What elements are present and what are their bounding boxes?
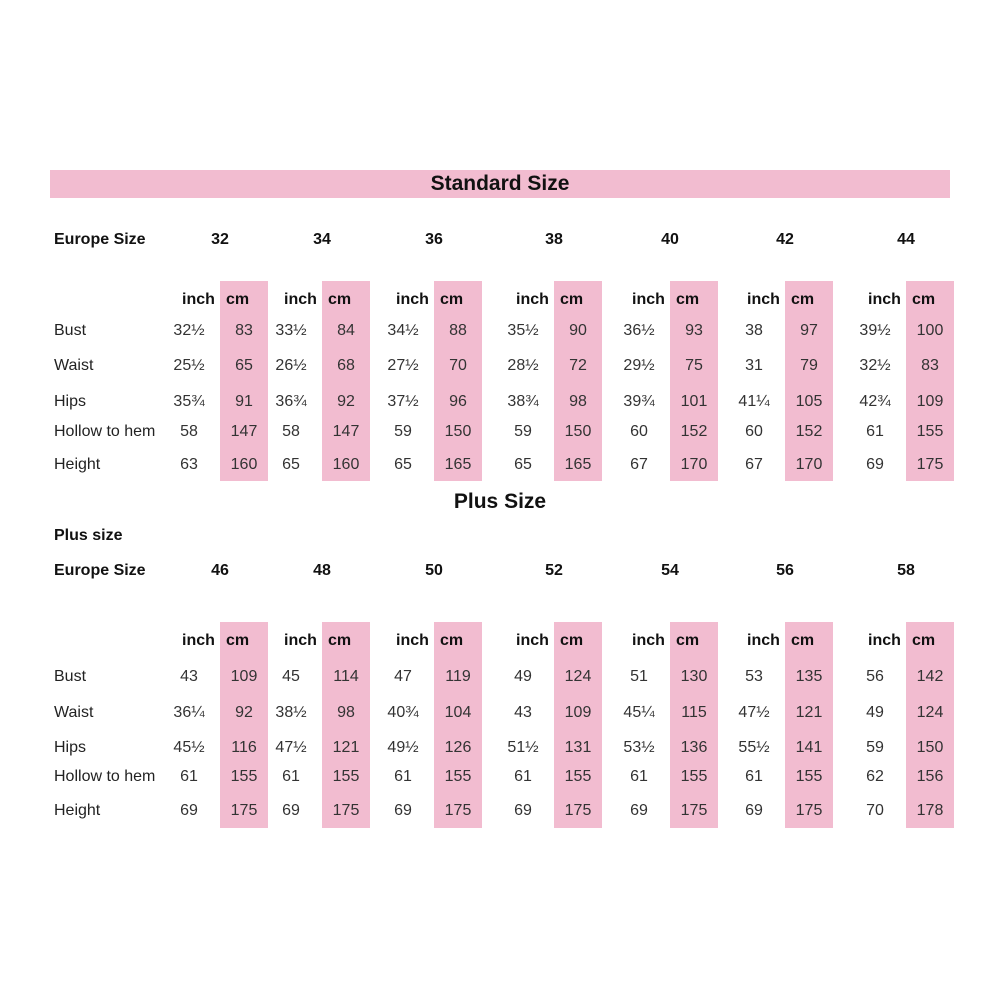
- inch-value: 38: [745, 322, 763, 339]
- unit-header-cm: cm: [791, 291, 815, 308]
- inch-value: 65: [394, 456, 412, 473]
- cm-value: 75: [685, 357, 703, 374]
- unit-header-cm: cm: [226, 291, 250, 308]
- inch-value: 37½: [387, 393, 419, 410]
- cm-value: 147: [230, 423, 258, 440]
- inch-value: 43: [180, 668, 198, 685]
- cm-value: 70: [449, 357, 467, 374]
- inch-value: 42¾: [859, 393, 891, 410]
- cm-value: 142: [916, 668, 944, 685]
- cm-value: 150: [564, 423, 592, 440]
- cm-value: 97: [800, 322, 818, 339]
- inch-value: 61: [394, 768, 412, 785]
- cm-value: 147: [332, 423, 360, 440]
- measurement-label: Height: [54, 456, 101, 473]
- inch-value: 59: [394, 423, 412, 440]
- cm-value: 156: [916, 768, 944, 785]
- measurement-label: Hollow to hem: [54, 768, 156, 785]
- inch-value: 34½: [387, 322, 419, 339]
- cm-value: 131: [564, 739, 592, 756]
- cm-column-highlight: [670, 622, 718, 828]
- cm-value: 101: [680, 393, 708, 410]
- cm-value: 68: [337, 357, 355, 374]
- inch-value: 62: [866, 768, 884, 785]
- cm-column-highlight: [554, 281, 602, 481]
- inch-value: 63: [180, 456, 198, 473]
- cm-value: 175: [230, 802, 258, 819]
- inch-value: 32½: [859, 357, 891, 374]
- europe-size-value: 46: [211, 562, 229, 579]
- europe-size-value: 52: [545, 562, 563, 579]
- cm-value: 155: [916, 423, 944, 440]
- inch-value: 47½: [275, 739, 307, 756]
- cm-value: 116: [231, 739, 257, 756]
- plus-size-sub-label: Plus size: [54, 527, 123, 544]
- inch-value: 40¾: [387, 704, 419, 721]
- europe-size-value: 36: [425, 231, 443, 248]
- inch-value: 59: [514, 423, 532, 440]
- cm-value: 100: [916, 322, 944, 339]
- cm-value: 178: [916, 802, 944, 819]
- cm-value: 90: [569, 322, 587, 339]
- unit-header-cm: cm: [791, 632, 815, 649]
- cm-value: 130: [680, 668, 708, 685]
- inch-value: 45½: [173, 739, 205, 756]
- unit-header-inch: inch: [632, 632, 665, 649]
- cm-value: 98: [569, 393, 587, 410]
- inch-value: 70: [866, 802, 884, 819]
- inch-value: 61: [745, 768, 763, 785]
- inch-value: 41¼: [738, 393, 770, 410]
- inch-value: 61: [180, 768, 198, 785]
- inch-value: 49½: [387, 739, 419, 756]
- cm-column-highlight: [906, 281, 954, 481]
- cm-value: 175: [564, 802, 592, 819]
- cm-column-highlight: [785, 622, 833, 828]
- inch-value: 61: [630, 768, 648, 785]
- plus-size-title: Plus Size: [453, 490, 547, 513]
- cm-value: 175: [916, 456, 944, 473]
- cm-value: 124: [916, 704, 944, 721]
- cm-value: 135: [795, 668, 823, 685]
- inch-value: 67: [630, 456, 648, 473]
- cm-column-highlight: [554, 622, 602, 828]
- inch-value: 39½: [859, 322, 891, 339]
- inch-value: 55½: [738, 739, 770, 756]
- inch-value: 69: [630, 802, 648, 819]
- unit-header-cm: cm: [676, 632, 700, 649]
- cm-value: 109: [564, 704, 592, 721]
- inch-value: 69: [514, 802, 532, 819]
- unit-header-inch: inch: [747, 632, 780, 649]
- cm-value: 121: [795, 704, 823, 721]
- inch-value: 61: [282, 768, 300, 785]
- cm-value: 83: [235, 322, 253, 339]
- cm-value: 109: [916, 393, 944, 410]
- inch-value: 67: [745, 456, 763, 473]
- cm-value: 155: [444, 768, 472, 785]
- europe-size-value: 54: [661, 562, 679, 579]
- cm-column-highlight: [434, 622, 482, 828]
- inch-value: 39¾: [623, 393, 655, 410]
- europe-size-value: 34: [313, 231, 331, 248]
- cm-value: 105: [795, 393, 823, 410]
- inch-value: 28½: [507, 357, 539, 374]
- inch-value: 51: [630, 668, 648, 685]
- inch-value: 61: [514, 768, 532, 785]
- cm-column-highlight: [785, 281, 833, 481]
- unit-header-inch: inch: [396, 632, 429, 649]
- inch-value: 51½: [507, 739, 539, 756]
- unit-header-cm: cm: [912, 632, 936, 649]
- inch-value: 69: [745, 802, 763, 819]
- plus-europe-size-label: Europe Size: [54, 562, 146, 579]
- cm-column-highlight: [220, 622, 268, 828]
- inch-value: 45: [282, 668, 300, 685]
- europe-size-value: 50: [425, 562, 443, 579]
- inch-value: 58: [180, 423, 198, 440]
- cm-value: 104: [444, 704, 472, 721]
- cm-value: 79: [800, 357, 818, 374]
- cm-value: 98: [337, 704, 355, 721]
- inch-value: 27½: [387, 357, 419, 374]
- cm-value: 155: [795, 768, 823, 785]
- cm-value: 175: [444, 802, 472, 819]
- inch-value: 59: [866, 739, 884, 756]
- cm-value: 175: [795, 802, 823, 819]
- cm-value: 126: [444, 739, 472, 756]
- inch-value: 38½: [275, 704, 307, 721]
- unit-header-inch: inch: [516, 632, 549, 649]
- standard-europe-size-label: Europe Size: [54, 231, 146, 248]
- cm-value: 92: [337, 393, 355, 410]
- cm-value: 109: [230, 668, 258, 685]
- inch-value: 29½: [623, 357, 655, 374]
- unit-header-cm: cm: [328, 632, 352, 649]
- unit-header-inch: inch: [868, 291, 901, 308]
- unit-header-cm: cm: [560, 291, 584, 308]
- inch-value: 69: [180, 802, 198, 819]
- measurement-label: Hollow to hem: [54, 423, 156, 440]
- unit-header-inch: inch: [747, 291, 780, 308]
- inch-value: 36½: [623, 322, 655, 339]
- inch-value: 47½: [738, 704, 770, 721]
- inch-value: 58: [282, 423, 300, 440]
- inch-value: 60: [630, 423, 648, 440]
- cm-value: 165: [444, 456, 472, 473]
- inch-value: 36¼: [173, 704, 205, 721]
- cm-value: 165: [564, 456, 592, 473]
- cm-value: 152: [680, 423, 708, 440]
- cm-value: 155: [230, 768, 258, 785]
- unit-header-inch: inch: [182, 291, 215, 308]
- unit-header-inch: inch: [632, 291, 665, 308]
- unit-header-cm: cm: [440, 291, 464, 308]
- inch-value: 65: [514, 456, 532, 473]
- inch-value: 49: [866, 704, 884, 721]
- inch-value: 53: [745, 668, 763, 685]
- cm-value: 150: [916, 739, 944, 756]
- cm-value: 160: [332, 456, 360, 473]
- inch-value: 69: [282, 802, 300, 819]
- unit-header-cm: cm: [440, 632, 464, 649]
- measurement-label: Height: [54, 802, 101, 819]
- measurement-label: Bust: [54, 322, 87, 339]
- standard-size-title: Standard Size: [430, 172, 570, 195]
- inch-value: 61: [866, 423, 884, 440]
- cm-value: 170: [795, 456, 823, 473]
- measurement-label: Bust: [54, 668, 87, 685]
- europe-size-value: 44: [897, 231, 915, 248]
- cm-value: 114: [333, 668, 359, 685]
- cm-value: 65: [235, 357, 253, 374]
- europe-size-value: 42: [776, 231, 794, 248]
- cm-value: 155: [680, 768, 708, 785]
- cm-column-highlight: [434, 281, 482, 481]
- unit-header-cm: cm: [560, 632, 584, 649]
- cm-value: 175: [680, 802, 708, 819]
- inch-value: 47: [394, 668, 412, 685]
- inch-value: 36¾: [275, 393, 307, 410]
- measurement-label: Hips: [54, 739, 87, 756]
- inch-value: 60: [745, 423, 763, 440]
- cm-column-highlight: [322, 622, 370, 828]
- inch-value: 32½: [173, 322, 205, 339]
- cm-value: 160: [230, 456, 258, 473]
- cm-value: 84: [337, 322, 355, 339]
- cm-value: 119: [445, 668, 471, 685]
- inch-value: 25½: [173, 357, 205, 374]
- cm-value: 92: [235, 704, 253, 721]
- measurement-label: Waist: [54, 357, 94, 374]
- cm-value: 121: [332, 739, 360, 756]
- unit-header-inch: inch: [868, 632, 901, 649]
- unit-header-inch: inch: [182, 632, 215, 649]
- europe-size-value: 38: [545, 231, 563, 248]
- unit-header-inch: inch: [516, 291, 549, 308]
- unit-header-inch: inch: [284, 291, 317, 308]
- europe-size-value: 56: [776, 562, 794, 579]
- europe-size-value: 58: [897, 562, 915, 579]
- cm-column-highlight: [906, 622, 954, 828]
- cm-value: 96: [449, 393, 467, 410]
- inch-value: 56: [866, 668, 884, 685]
- cm-value: 93: [685, 322, 703, 339]
- inch-value: 65: [282, 456, 300, 473]
- cm-value: 175: [332, 802, 360, 819]
- cm-value: 136: [680, 739, 708, 756]
- cm-value: 155: [564, 768, 592, 785]
- cm-column-highlight: [322, 281, 370, 481]
- unit-header-cm: cm: [226, 632, 250, 649]
- europe-size-value: 48: [313, 562, 331, 579]
- cm-value: 150: [444, 423, 472, 440]
- europe-size-value: 32: [211, 231, 229, 248]
- europe-size-value: 40: [661, 231, 679, 248]
- inch-value: 31: [745, 357, 763, 374]
- cm-column-highlight: [670, 281, 718, 481]
- inch-value: 49: [514, 668, 532, 685]
- inch-value: 38¾: [507, 393, 539, 410]
- unit-header-cm: cm: [676, 291, 700, 308]
- inch-value: 35¾: [173, 393, 205, 410]
- cm-value: 88: [449, 322, 467, 339]
- inch-value: 35½: [507, 322, 539, 339]
- measurement-label: Waist: [54, 704, 94, 721]
- cm-value: 155: [332, 768, 360, 785]
- unit-header-inch: inch: [396, 291, 429, 308]
- inch-value: 43: [514, 704, 532, 721]
- unit-header-cm: cm: [328, 291, 352, 308]
- cm-column-highlight: [220, 281, 268, 481]
- cm-value: 91: [235, 393, 253, 410]
- unit-header-cm: cm: [912, 291, 936, 308]
- cm-value: 72: [569, 357, 587, 374]
- unit-header-inch: inch: [284, 632, 317, 649]
- cm-value: 152: [795, 423, 823, 440]
- cm-value: 124: [564, 668, 592, 685]
- inch-value: 69: [866, 456, 884, 473]
- cm-value: 115: [681, 704, 707, 721]
- cm-value: 141: [795, 739, 823, 756]
- inch-value: 33½: [275, 322, 307, 339]
- cm-value: 83: [921, 357, 939, 374]
- inch-value: 26½: [275, 357, 307, 374]
- measurement-label: Hips: [54, 393, 87, 410]
- inch-value: 45¼: [623, 704, 655, 721]
- inch-value: 69: [394, 802, 412, 819]
- cm-value: 170: [680, 456, 708, 473]
- inch-value: 53½: [623, 739, 655, 756]
